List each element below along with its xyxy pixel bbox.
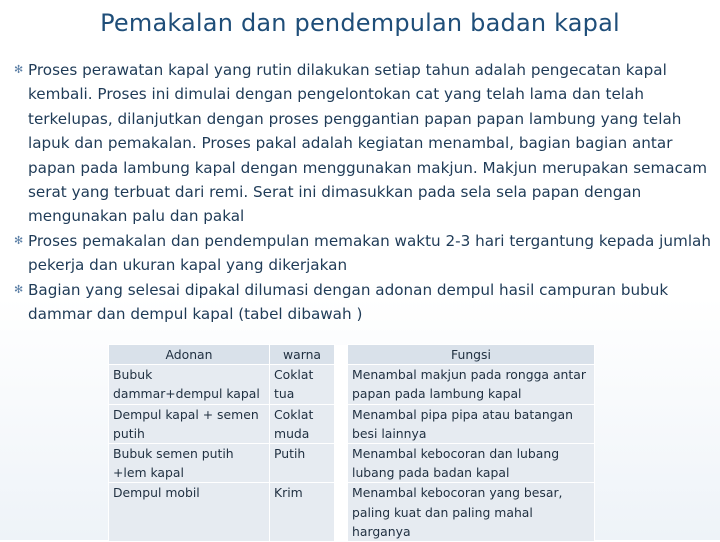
- header-fungsi: Fungsi: [348, 345, 595, 365]
- column-gap: [335, 404, 348, 443]
- table-row: [109, 365, 595, 404]
- bullet-text: Bagian yang selesai dipakal dilumasi dengan adonan dempul hasil campuran bubuk dammar dan dempul kapal (tabel dibawah ): [28, 280, 669, 324]
- column-gap: [335, 444, 348, 483]
- column-gap: [335, 483, 348, 542]
- bullet-star-icon: ✻: [14, 233, 24, 247]
- cell-fungsi: Menambal kebocoran dan lubang lubang pada badan kapal: [348, 444, 595, 483]
- table-header-row: [109, 345, 595, 365]
- bullet-item: [14, 58, 714, 229]
- header-warna: warna: [270, 345, 335, 365]
- cell-warna: Krim: [270, 483, 335, 542]
- cell-fungsi: Menambal kebocoran yang besar, paling kuat dan paling mahal harganya: [348, 483, 595, 542]
- bullet-list: [14, 58, 714, 326]
- bullet-item: [14, 229, 714, 278]
- bullet-star-icon: ✻: [14, 282, 24, 296]
- cell-adonan: Dempul mobil: [109, 483, 270, 542]
- bullet-text: Proses perawatan kapal yang rutin dilakukan setiap tahun adalah pengecatan kapal kembali. Proses ini dimulai dengan pengelontokan cat yang telah lama dan telah terkelupas, dilanjutkan dengan proses penggantian papan papan lambung yang telah lapuk dan pemakalan. Proses pakal adalah kegiatan menambal, bagian bagian antar papan pada lambung kapal dengan menggunakan makjun. Makjun merupakan semacam serat yang terbuat dari remi. Serat ini dimasukkan pada sela sela papan dengan mengunakan palu dan pakal: [28, 61, 708, 226]
- cell-warna: Coklat tua: [270, 365, 335, 404]
- cell-fungsi: Menambal makjun pada rongga antar papan pada lambung kapal: [348, 365, 595, 404]
- ingredients-table: [108, 344, 595, 542]
- ingredients-table-container: [108, 344, 595, 542]
- table-row: [109, 404, 595, 443]
- cell-warna: Putih: [270, 444, 335, 483]
- bullet-star-icon: ✻: [14, 63, 24, 76]
- bullet-item: [14, 278, 714, 327]
- column-gap: [335, 345, 348, 365]
- cell-fungsi: Menambal pipa pipa atau batangan besi lainnya: [348, 404, 595, 443]
- slide-title: Pemakalan dan pendempulan badan kapal: [100, 9, 620, 37]
- header-adonan: Adonan: [109, 345, 270, 365]
- cell-adonan: Dempul kapal + semen putih: [109, 404, 270, 443]
- bullet-text: Proses pemakalan dan pendempulan memakan waktu 2-3 hari tergantung kepada jumlah pekerja dan ukuran kapal yang dikerjakan: [28, 231, 711, 275]
- cell-adonan: Bubuk dammar+dempul kapal: [109, 365, 270, 404]
- cell-adonan: Bubuk semen putih +lem kapal: [109, 444, 270, 483]
- cell-warna: Coklat muda: [270, 404, 335, 443]
- column-gap: [335, 365, 348, 404]
- table-row: [109, 483, 595, 542]
- table-row: [109, 444, 595, 483]
